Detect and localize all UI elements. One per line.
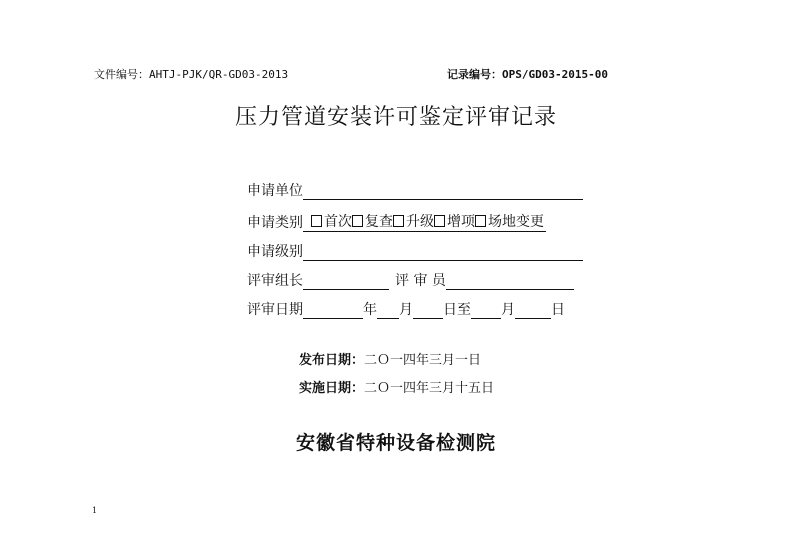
- leader-field[interactable]: [303, 273, 389, 290]
- start-day-field[interactable]: [413, 302, 443, 319]
- issue-date-label: 发布日期：: [299, 353, 365, 368]
- organization-name: 安徽省特种设备检测院: [295, 432, 496, 454]
- end-month-unit: 月: [501, 302, 515, 318]
- type-row: [247, 211, 546, 232]
- record-number-value: OPS/GD03-2015-00: [502, 68, 608, 81]
- issue-date-value: 二Ｏ一四年三月一日: [364, 353, 482, 368]
- file-number-label: 文件编号：: [94, 68, 149, 81]
- page-number: 1: [92, 506, 98, 515]
- effective-date-value: 二Ｏ一四年三月十五日: [364, 381, 495, 396]
- level-field[interactable]: [303, 244, 583, 261]
- level-label: 申请级别: [247, 244, 303, 260]
- applicant-label: 申请单位: [247, 183, 303, 199]
- end-day-field[interactable]: [515, 302, 551, 319]
- option-recheck: 复查: [365, 214, 393, 230]
- record-number: [447, 66, 608, 82]
- option-add-item: 增项: [447, 214, 475, 230]
- reviewer-field[interactable]: [446, 273, 574, 290]
- type-options: [303, 211, 546, 232]
- recheck-checkbox[interactable]: [352, 215, 363, 227]
- site-change-checkbox[interactable]: [475, 215, 486, 227]
- review-date-row: [247, 299, 565, 319]
- end-month-field[interactable]: [471, 302, 501, 319]
- start-month-field[interactable]: [377, 302, 399, 319]
- option-site-change: 场地变更: [488, 214, 544, 230]
- type-label: 申请类别: [247, 215, 303, 231]
- file-number-value: AHTJ-PJK/QR-GD03-2013: [149, 68, 289, 81]
- review-date-label: 评审日期: [247, 302, 303, 318]
- applicant-field[interactable]: [303, 183, 583, 200]
- effective-date: [299, 377, 494, 396]
- option-first: 首次: [324, 214, 352, 230]
- add-item-checkbox[interactable]: [434, 215, 445, 227]
- effective-date-label: 实施日期：: [299, 381, 365, 396]
- month-unit: 月: [399, 302, 413, 318]
- reviewers-row: [247, 270, 574, 290]
- first-checkbox[interactable]: [311, 215, 322, 227]
- end-day-unit: 日: [551, 302, 565, 318]
- document-title: 压力管道安装许可鉴定评审记录: [234, 105, 557, 130]
- reviewer-label: 评 审 员: [395, 273, 446, 289]
- record-number-label: 记录编号：: [447, 68, 502, 81]
- issue-date: [299, 349, 481, 368]
- applicant-row: [247, 180, 583, 200]
- year-unit: 年: [363, 302, 377, 318]
- level-row: [247, 241, 583, 261]
- start-year-field[interactable]: [303, 302, 363, 319]
- leader-label: 评审组长: [247, 273, 303, 289]
- file-number: [94, 66, 288, 82]
- upgrade-checkbox[interactable]: [393, 215, 404, 227]
- option-upgrade: 升级: [406, 214, 434, 230]
- day-to-unit: 日至: [443, 302, 471, 318]
